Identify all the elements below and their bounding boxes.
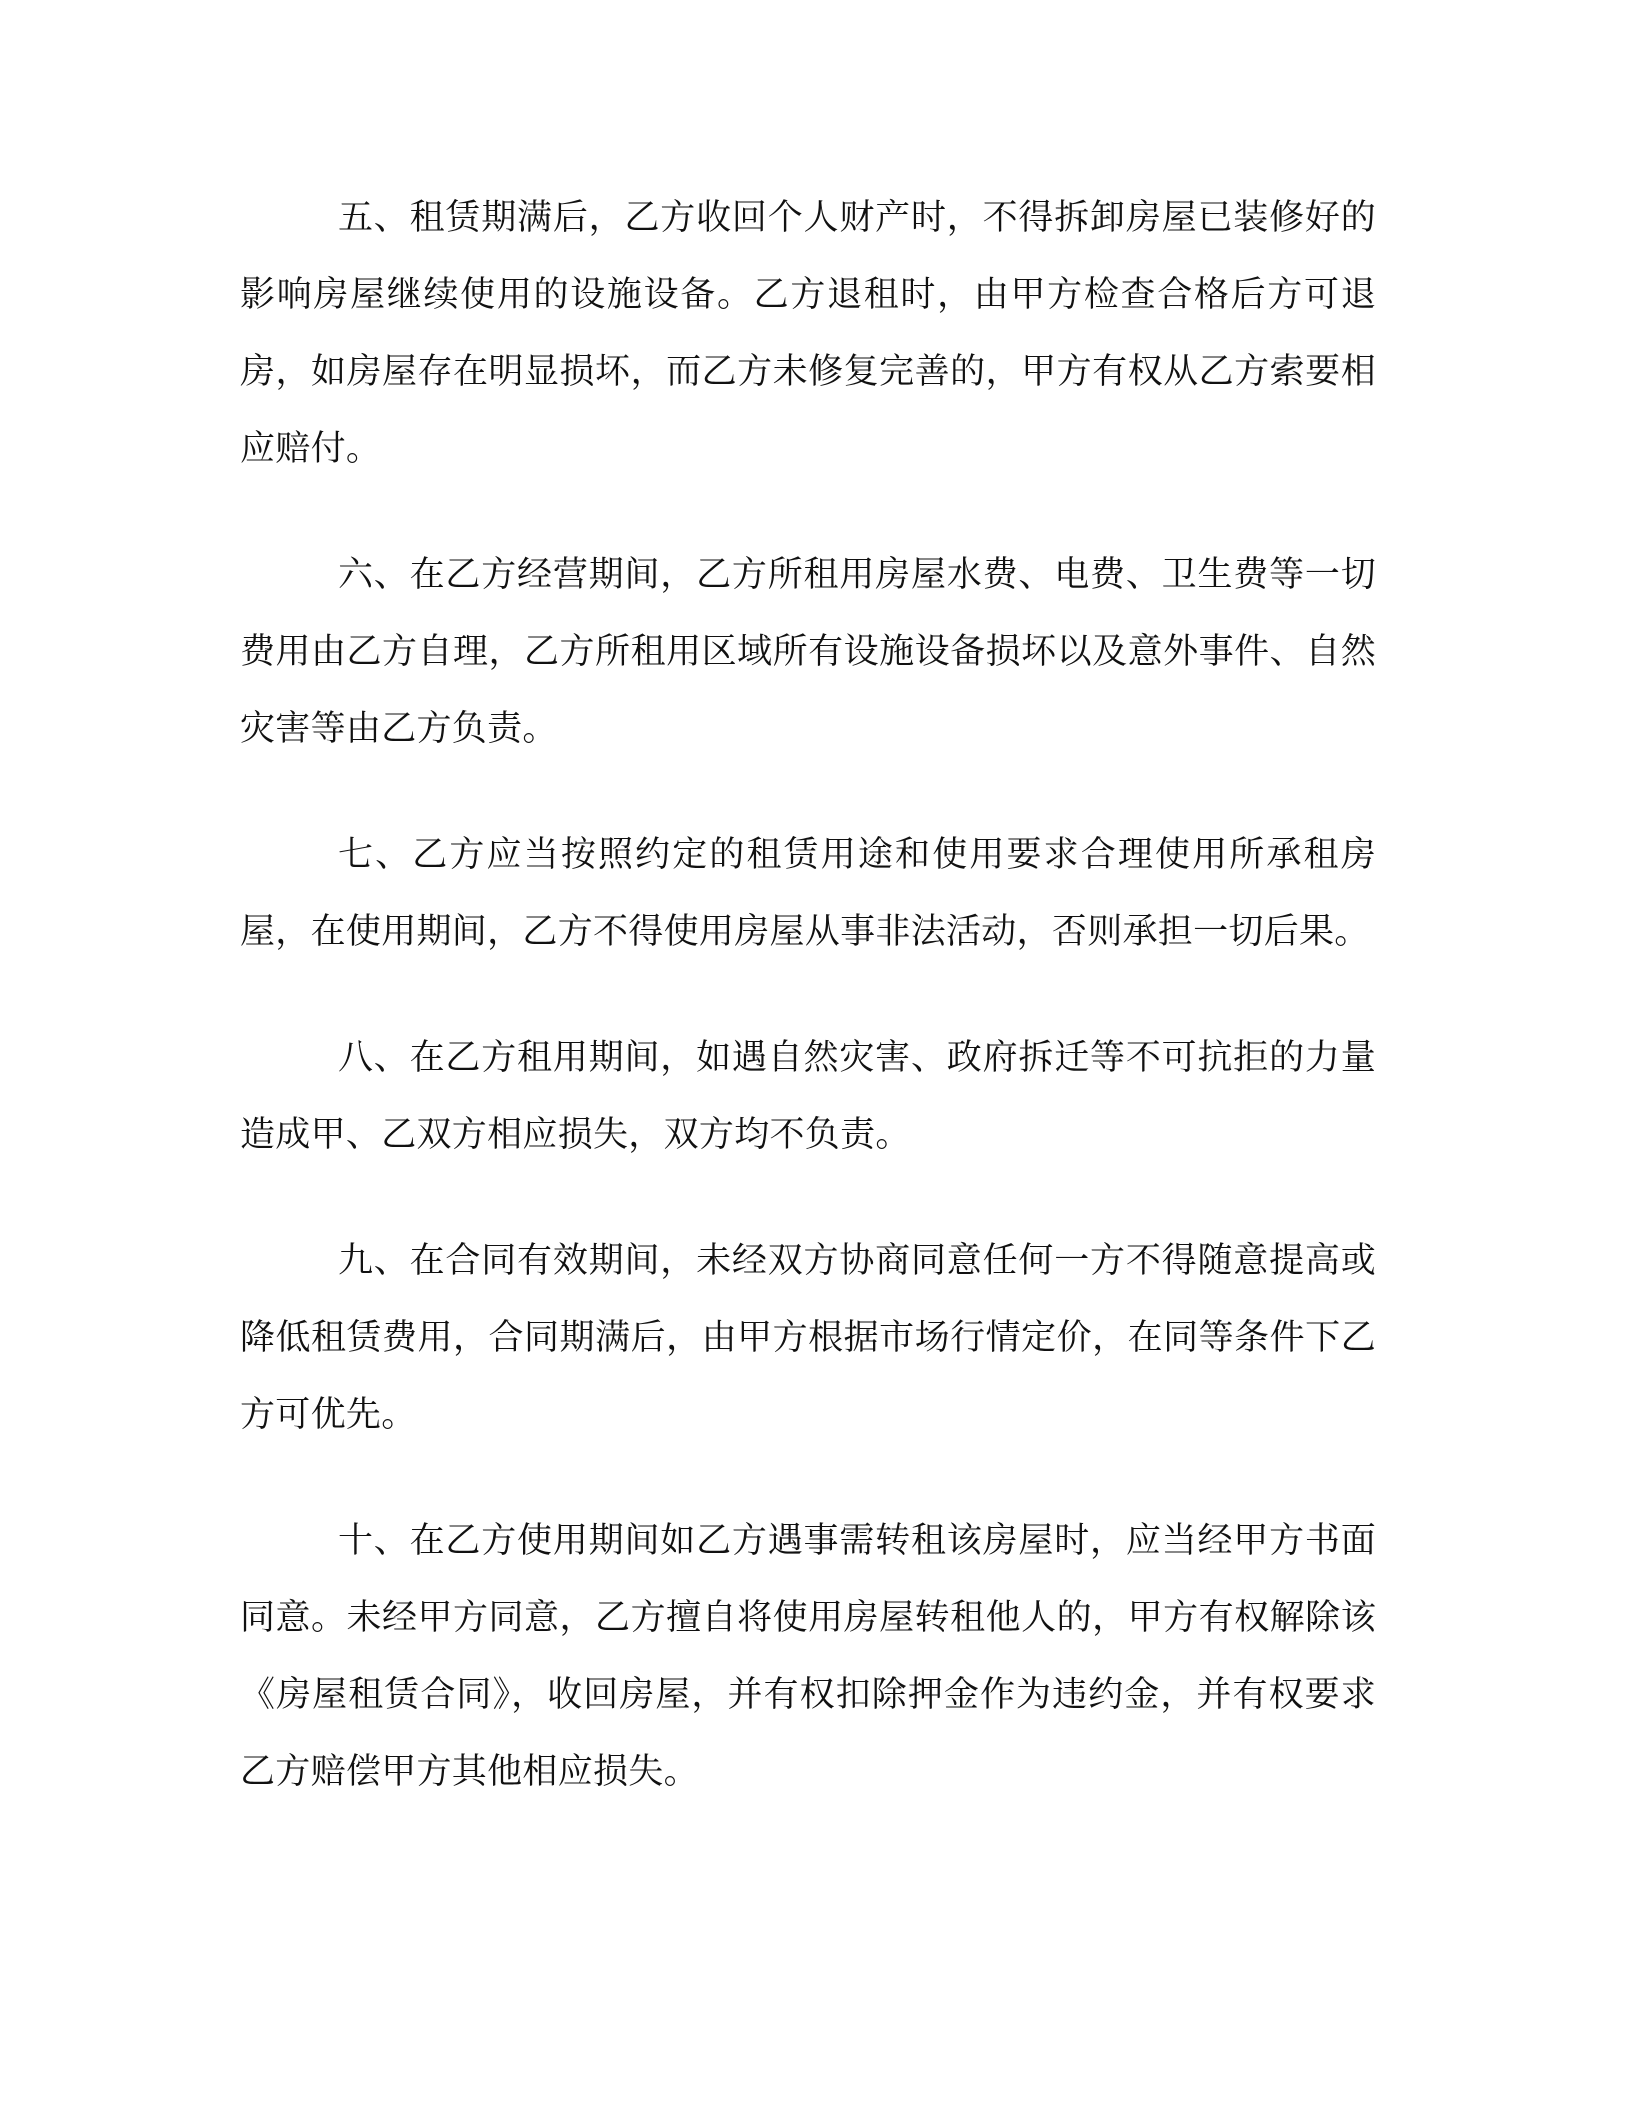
clause-8: 八、在乙方租用期间，如遇自然灾害、政府拆迁等不可抗拒的力量造成甲、乙双方相应损失，双方均不负责。 — [240, 1038, 1376, 1155]
clause-5: 五、租赁期满后，乙方收回个人财产时，不得拆卸房屋已装修好的影响房屋继续使用的设施设备。乙方退租时，由甲方检查合格后方可退房，如房屋存在明显损坏，而乙方未修复完善的，甲方有权从乙方索要相应赔付。 — [240, 198, 1376, 469]
document-body — [240, 180, 1376, 1860]
clause-10: 十、在乙方使用期间如乙方遇事需转租该房屋时，应当经甲方书面同意。未经甲方同意，乙方擅自将使用房屋转租他人的，甲方有权解除该《房屋租赁合同》，收回房屋，并有权扣除押金作为违约金，并有权要求乙方赔偿甲方其他相应损失。 — [240, 1521, 1376, 1792]
clause-9: 九、在合同有效期间，未经双方协商同意任何一方不得随意提高或降低租赁费用，合同期满后，由甲方根据市场行情定价，在同等条件下乙方可优先。 — [240, 1241, 1376, 1435]
clause-6: 六、在乙方经营期间，乙方所租用房屋水费、电费、卫生费等一切费用由乙方自理，乙方所租用区域所有设施设备损坏以及意外事件、自然灾害等由乙方负责。 — [240, 555, 1376, 749]
clause-7: 七、乙方应当按照约定的租赁用途和使用要求合理使用所承租房屋，在使用期间，乙方不得使用房屋从事非法活动，否则承担一切后果。 — [240, 835, 1376, 952]
